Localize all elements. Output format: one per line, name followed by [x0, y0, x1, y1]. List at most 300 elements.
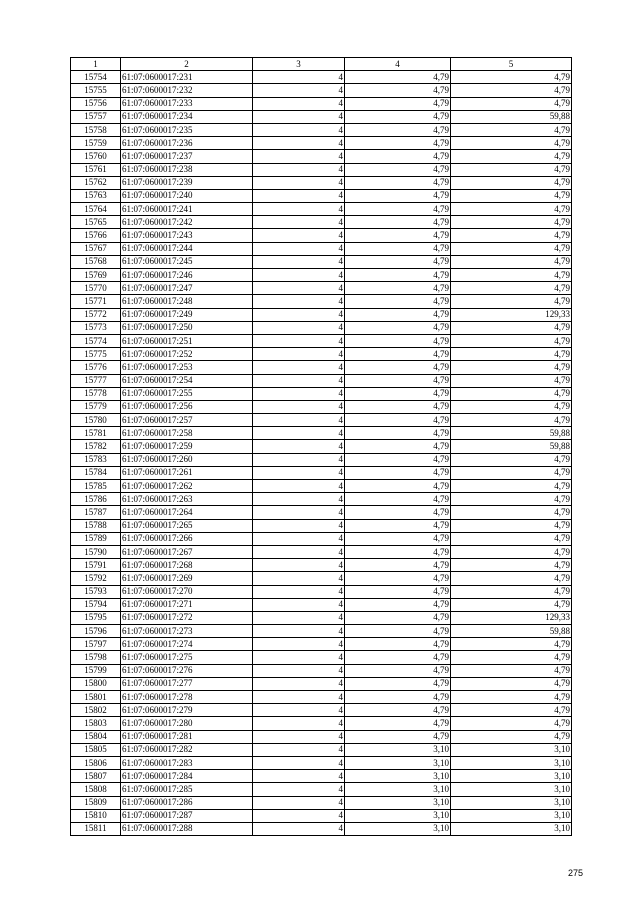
value-cell-4: 4,79 — [345, 176, 451, 189]
value-cell-4: 4,79 — [345, 295, 451, 308]
value-cell-4: 4,79 — [345, 334, 451, 347]
value-cell-4: 4,79 — [345, 493, 451, 506]
table-row — [71, 493, 572, 506]
table-row — [71, 163, 572, 176]
table-row — [71, 519, 572, 532]
row-number-cell: 15765 — [71, 216, 121, 229]
header-row — [71, 58, 572, 71]
value-cell-3: 4 — [253, 506, 345, 519]
cadastral-number-cell: 61:07:0600017:235 — [121, 123, 253, 136]
row-number-cell: 15807 — [71, 770, 121, 783]
value-cell-5: 4,79 — [451, 123, 572, 136]
column-header-1: 1 — [71, 58, 121, 71]
row-number-cell: 15804 — [71, 730, 121, 743]
row-number-cell: 15781 — [71, 427, 121, 440]
value-cell-5: 4,79 — [451, 163, 572, 176]
table-row — [71, 440, 572, 453]
value-cell-4: 4,79 — [345, 545, 451, 558]
row-number-cell: 15768 — [71, 255, 121, 268]
value-cell-4: 4,79 — [345, 519, 451, 532]
cadastral-number-cell: 61:07:0600017:279 — [121, 704, 253, 717]
cadastral-number-cell: 61:07:0600017:270 — [121, 585, 253, 598]
value-cell-4: 4,79 — [345, 414, 451, 427]
table-row — [71, 822, 572, 835]
value-cell-4: 3,10 — [345, 756, 451, 769]
table-row — [71, 585, 572, 598]
value-cell-4: 4,79 — [345, 163, 451, 176]
value-cell-5: 4,79 — [451, 295, 572, 308]
value-cell-5: 59,88 — [451, 440, 572, 453]
cadastral-number-cell: 61:07:0600017:278 — [121, 691, 253, 704]
value-cell-5: 4,79 — [451, 466, 572, 479]
cadastral-number-cell: 61:07:0600017:272 — [121, 611, 253, 624]
table-row — [71, 242, 572, 255]
value-cell-5: 4,79 — [451, 545, 572, 558]
cadastral-number-cell: 61:07:0600017:250 — [121, 321, 253, 334]
row-number-cell: 15803 — [71, 717, 121, 730]
value-cell-5: 4,79 — [451, 348, 572, 361]
value-cell-4: 4,79 — [345, 123, 451, 136]
row-number-cell: 15770 — [71, 282, 121, 295]
cadastral-number-cell: 61:07:0600017:285 — [121, 783, 253, 796]
value-cell-3: 4 — [253, 743, 345, 756]
value-cell-3: 4 — [253, 334, 345, 347]
row-number-cell: 15775 — [71, 348, 121, 361]
row-number-cell: 15762 — [71, 176, 121, 189]
value-cell-5: 4,79 — [451, 704, 572, 717]
cadastral-number-cell: 61:07:0600017:258 — [121, 427, 253, 440]
cadastral-number-cell: 61:07:0600017:239 — [121, 176, 253, 189]
value-cell-3: 4 — [253, 691, 345, 704]
table-row — [71, 770, 572, 783]
value-cell-3: 4 — [253, 137, 345, 150]
cadastral-number-cell: 61:07:0600017:255 — [121, 387, 253, 400]
cadastral-number-cell: 61:07:0600017:282 — [121, 743, 253, 756]
table-row — [71, 348, 572, 361]
row-number-cell: 15772 — [71, 308, 121, 321]
row-number-cell: 15791 — [71, 559, 121, 572]
row-number-cell: 15779 — [71, 400, 121, 413]
value-cell-4: 4,79 — [345, 611, 451, 624]
row-number-cell: 15802 — [71, 704, 121, 717]
value-cell-3: 4 — [253, 638, 345, 651]
row-number-cell: 15754 — [71, 71, 121, 84]
value-cell-4: 4,79 — [345, 453, 451, 466]
table-row — [71, 466, 572, 479]
value-cell-3: 4 — [253, 756, 345, 769]
value-cell-4: 4,79 — [345, 321, 451, 334]
value-cell-3: 4 — [253, 730, 345, 743]
value-cell-3: 4 — [253, 796, 345, 809]
cadastral-number-cell: 61:07:0600017:238 — [121, 163, 253, 176]
row-number-cell: 15805 — [71, 743, 121, 756]
value-cell-4: 4,79 — [345, 625, 451, 638]
row-number-cell: 15800 — [71, 677, 121, 690]
value-cell-4: 4,79 — [345, 559, 451, 572]
value-cell-3: 4 — [253, 519, 345, 532]
value-cell-5: 4,79 — [451, 598, 572, 611]
cadastral-number-cell: 61:07:0600017:286 — [121, 796, 253, 809]
value-cell-4: 3,10 — [345, 822, 451, 835]
value-cell-4: 4,79 — [345, 677, 451, 690]
table-row — [71, 321, 572, 334]
value-cell-3: 4 — [253, 677, 345, 690]
value-cell-3: 4 — [253, 269, 345, 282]
row-number-cell: 15795 — [71, 611, 121, 624]
table-row — [71, 374, 572, 387]
value-cell-5: 4,79 — [451, 532, 572, 545]
value-cell-4: 4,79 — [345, 400, 451, 413]
cadastral-number-cell: 61:07:0600017:252 — [121, 348, 253, 361]
value-cell-4: 4,79 — [345, 427, 451, 440]
value-cell-3: 4 — [253, 493, 345, 506]
cadastral-number-cell: 61:07:0600017:276 — [121, 664, 253, 677]
table-row — [71, 308, 572, 321]
cadastral-number-cell: 61:07:0600017:267 — [121, 545, 253, 558]
value-cell-4: 4,79 — [345, 71, 451, 84]
value-cell-5: 3,10 — [451, 743, 572, 756]
table-row — [71, 559, 572, 572]
table-row — [71, 756, 572, 769]
cadastral-number-cell: 61:07:0600017:251 — [121, 334, 253, 347]
value-cell-3: 4 — [253, 242, 345, 255]
table-row — [71, 427, 572, 440]
value-cell-5: 4,79 — [451, 334, 572, 347]
value-cell-3: 4 — [253, 84, 345, 97]
table-row — [71, 598, 572, 611]
value-cell-3: 4 — [253, 783, 345, 796]
value-cell-5: 129,33 — [451, 308, 572, 321]
row-number-cell: 15783 — [71, 453, 121, 466]
row-number-cell: 15759 — [71, 137, 121, 150]
value-cell-5: 4,79 — [451, 150, 572, 163]
row-number-cell: 15780 — [71, 414, 121, 427]
table-row — [71, 282, 572, 295]
value-cell-5: 4,79 — [451, 229, 572, 242]
table-row — [71, 743, 572, 756]
cadastral-number-cell: 61:07:0600017:256 — [121, 400, 253, 413]
row-number-cell: 15784 — [71, 466, 121, 479]
value-cell-5: 4,79 — [451, 559, 572, 572]
table-row — [71, 730, 572, 743]
table-row — [71, 84, 572, 97]
row-number-cell: 15755 — [71, 84, 121, 97]
value-cell-5: 4,79 — [451, 361, 572, 374]
value-cell-4: 4,79 — [345, 717, 451, 730]
value-cell-5: 4,79 — [451, 71, 572, 84]
value-cell-3: 4 — [253, 585, 345, 598]
table-row — [71, 704, 572, 717]
cadastral-number-cell: 61:07:0600017:284 — [121, 770, 253, 783]
row-number-cell: 15763 — [71, 189, 121, 202]
value-cell-4: 4,79 — [345, 664, 451, 677]
row-number-cell: 15797 — [71, 638, 121, 651]
table-body — [71, 71, 572, 836]
value-cell-5: 4,79 — [451, 638, 572, 651]
value-cell-5: 4,79 — [451, 493, 572, 506]
cadastral-number-cell: 61:07:0600017:273 — [121, 625, 253, 638]
row-number-cell: 15810 — [71, 809, 121, 822]
cadastral-number-cell: 61:07:0600017:240 — [121, 189, 253, 202]
value-cell-4: 4,79 — [345, 691, 451, 704]
table-row — [71, 97, 572, 110]
value-cell-3: 4 — [253, 176, 345, 189]
table-row — [71, 150, 572, 163]
cadastral-number-cell: 61:07:0600017:287 — [121, 809, 253, 822]
value-cell-3: 4 — [253, 480, 345, 493]
table-row — [71, 123, 572, 136]
value-cell-5: 4,79 — [451, 189, 572, 202]
value-cell-5: 4,79 — [451, 480, 572, 493]
table-row — [71, 545, 572, 558]
value-cell-4: 4,79 — [345, 730, 451, 743]
value-cell-5: 4,79 — [451, 453, 572, 466]
value-cell-4: 4,79 — [345, 203, 451, 216]
value-cell-4: 4,79 — [345, 282, 451, 295]
value-cell-4: 3,10 — [345, 796, 451, 809]
value-cell-3: 4 — [253, 387, 345, 400]
value-cell-5: 129,33 — [451, 611, 572, 624]
value-cell-3: 4 — [253, 295, 345, 308]
value-cell-3: 4 — [253, 822, 345, 835]
value-cell-5: 59,88 — [451, 110, 572, 123]
row-number-cell: 15782 — [71, 440, 121, 453]
table-row — [71, 506, 572, 519]
table-row — [71, 71, 572, 84]
row-number-cell: 15790 — [71, 545, 121, 558]
cadastral-number-cell: 61:07:0600017:264 — [121, 506, 253, 519]
cadastral-number-cell: 61:07:0600017:231 — [121, 71, 253, 84]
value-cell-5: 59,88 — [451, 427, 572, 440]
row-number-cell: 15764 — [71, 203, 121, 216]
value-cell-3: 4 — [253, 71, 345, 84]
value-cell-5: 4,79 — [451, 585, 572, 598]
cadastral-number-cell: 61:07:0600017:237 — [121, 150, 253, 163]
value-cell-3: 4 — [253, 453, 345, 466]
value-cell-4: 4,79 — [345, 480, 451, 493]
value-cell-4: 4,79 — [345, 572, 451, 585]
table-row — [71, 664, 572, 677]
cadastral-number-cell: 61:07:0600017:269 — [121, 572, 253, 585]
table-row — [71, 691, 572, 704]
row-number-cell: 15788 — [71, 519, 121, 532]
value-cell-5: 4,79 — [451, 374, 572, 387]
value-cell-4: 4,79 — [345, 269, 451, 282]
cadastral-number-cell: 61:07:0600017:271 — [121, 598, 253, 611]
row-number-cell: 15798 — [71, 651, 121, 664]
value-cell-5: 4,79 — [451, 717, 572, 730]
row-number-cell: 15792 — [71, 572, 121, 585]
value-cell-5: 59,88 — [451, 625, 572, 638]
value-cell-4: 4,79 — [345, 506, 451, 519]
value-cell-4: 3,10 — [345, 809, 451, 822]
row-number-cell: 15771 — [71, 295, 121, 308]
cadastral-number-cell: 61:07:0600017:244 — [121, 242, 253, 255]
table-row — [71, 717, 572, 730]
data-table — [70, 57, 572, 836]
cadastral-number-cell: 61:07:0600017:266 — [121, 532, 253, 545]
cadastral-number-cell: 61:07:0600017:262 — [121, 480, 253, 493]
column-header-5: 5 — [451, 58, 572, 71]
value-cell-3: 4 — [253, 559, 345, 572]
table-row — [71, 480, 572, 493]
value-cell-3: 4 — [253, 414, 345, 427]
row-number-cell: 15767 — [71, 242, 121, 255]
value-cell-3: 4 — [253, 625, 345, 638]
value-cell-4: 3,10 — [345, 743, 451, 756]
cadastral-number-cell: 61:07:0600017:260 — [121, 453, 253, 466]
row-number-cell: 15776 — [71, 361, 121, 374]
value-cell-4: 4,79 — [345, 189, 451, 202]
cadastral-number-cell: 61:07:0600017:288 — [121, 822, 253, 835]
value-cell-3: 4 — [253, 809, 345, 822]
value-cell-3: 4 — [253, 545, 345, 558]
value-cell-4: 3,10 — [345, 783, 451, 796]
value-cell-4: 4,79 — [345, 598, 451, 611]
cadastral-number-cell: 61:07:0600017:249 — [121, 308, 253, 321]
value-cell-5: 4,79 — [451, 677, 572, 690]
cadastral-number-cell: 61:07:0600017:274 — [121, 638, 253, 651]
cadastral-number-cell: 61:07:0600017:246 — [121, 269, 253, 282]
table-row — [71, 809, 572, 822]
row-number-cell: 15786 — [71, 493, 121, 506]
value-cell-3: 4 — [253, 572, 345, 585]
column-header-4: 4 — [345, 58, 451, 71]
value-cell-3: 4 — [253, 466, 345, 479]
value-cell-5: 4,79 — [451, 97, 572, 110]
value-cell-3: 4 — [253, 163, 345, 176]
value-cell-3: 4 — [253, 229, 345, 242]
value-cell-5: 4,79 — [451, 664, 572, 677]
table-row — [71, 334, 572, 347]
value-cell-4: 4,79 — [345, 361, 451, 374]
value-cell-4: 4,79 — [345, 466, 451, 479]
value-cell-4: 4,79 — [345, 110, 451, 123]
row-number-cell: 15787 — [71, 506, 121, 519]
table-row — [71, 269, 572, 282]
row-number-cell: 15761 — [71, 163, 121, 176]
value-cell-5: 4,79 — [451, 269, 572, 282]
value-cell-4: 4,79 — [345, 387, 451, 400]
value-cell-5: 4,79 — [451, 176, 572, 189]
cadastral-number-cell: 61:07:0600017:254 — [121, 374, 253, 387]
value-cell-5: 4,79 — [451, 203, 572, 216]
column-header-3: 3 — [253, 58, 345, 71]
row-number-cell: 15756 — [71, 97, 121, 110]
table-row — [71, 387, 572, 400]
table-row — [71, 137, 572, 150]
table-row — [71, 532, 572, 545]
row-number-cell: 15769 — [71, 269, 121, 282]
value-cell-5: 4,79 — [451, 387, 572, 400]
value-cell-5: 4,79 — [451, 282, 572, 295]
table-row — [71, 414, 572, 427]
table-row — [71, 611, 572, 624]
value-cell-4: 4,79 — [345, 216, 451, 229]
value-cell-3: 4 — [253, 427, 345, 440]
value-cell-4: 4,79 — [345, 150, 451, 163]
row-number-cell: 15774 — [71, 334, 121, 347]
table-row — [71, 625, 572, 638]
value-cell-3: 4 — [253, 611, 345, 624]
table-row — [71, 572, 572, 585]
value-cell-5: 4,79 — [451, 572, 572, 585]
row-number-cell: 15773 — [71, 321, 121, 334]
value-cell-5: 4,79 — [451, 321, 572, 334]
cadastral-number-cell: 61:07:0600017:234 — [121, 110, 253, 123]
row-number-cell: 15809 — [71, 796, 121, 809]
value-cell-3: 4 — [253, 532, 345, 545]
value-cell-3: 4 — [253, 400, 345, 413]
value-cell-4: 4,79 — [345, 242, 451, 255]
value-cell-5: 4,79 — [451, 651, 572, 664]
table-row — [71, 255, 572, 268]
page-number: 275 — [567, 868, 583, 878]
value-cell-3: 4 — [253, 216, 345, 229]
row-number-cell: 15794 — [71, 598, 121, 611]
cadastral-number-cell: 61:07:0600017:243 — [121, 229, 253, 242]
table-row — [71, 400, 572, 413]
value-cell-4: 3,10 — [345, 770, 451, 783]
value-cell-4: 4,79 — [345, 348, 451, 361]
cadastral-number-cell: 61:07:0600017:281 — [121, 730, 253, 743]
value-cell-3: 4 — [253, 374, 345, 387]
row-number-cell: 15757 — [71, 110, 121, 123]
row-number-cell: 15789 — [71, 532, 121, 545]
table-row — [71, 453, 572, 466]
value-cell-3: 4 — [253, 110, 345, 123]
cadastral-number-cell: 61:07:0600017:233 — [121, 97, 253, 110]
value-cell-3: 4 — [253, 123, 345, 136]
value-cell-4: 4,79 — [345, 229, 451, 242]
table-row — [71, 651, 572, 664]
value-cell-4: 4,79 — [345, 374, 451, 387]
value-cell-3: 4 — [253, 598, 345, 611]
value-cell-5: 4,79 — [451, 506, 572, 519]
value-cell-5: 3,10 — [451, 809, 572, 822]
row-number-cell: 15808 — [71, 783, 121, 796]
value-cell-5: 4,79 — [451, 400, 572, 413]
table-row — [71, 110, 572, 123]
value-cell-3: 4 — [253, 97, 345, 110]
cadastral-number-cell: 61:07:0600017:245 — [121, 255, 253, 268]
cadastral-number-cell: 61:07:0600017:248 — [121, 295, 253, 308]
cadastral-number-cell: 61:07:0600017:275 — [121, 651, 253, 664]
row-number-cell: 15760 — [71, 150, 121, 163]
value-cell-5: 4,79 — [451, 691, 572, 704]
row-number-cell: 15806 — [71, 756, 121, 769]
value-cell-5: 3,10 — [451, 822, 572, 835]
value-cell-4: 4,79 — [345, 84, 451, 97]
value-cell-5: 4,79 — [451, 414, 572, 427]
table-row — [71, 783, 572, 796]
value-cell-3: 4 — [253, 255, 345, 268]
cadastral-number-cell: 61:07:0600017:259 — [121, 440, 253, 453]
value-cell-5: 4,79 — [451, 84, 572, 97]
table-row — [71, 361, 572, 374]
value-cell-3: 4 — [253, 704, 345, 717]
cadastral-number-cell: 61:07:0600017:232 — [121, 84, 253, 97]
value-cell-3: 4 — [253, 321, 345, 334]
value-cell-4: 4,79 — [345, 97, 451, 110]
value-cell-4: 4,79 — [345, 651, 451, 664]
row-number-cell: 15766 — [71, 229, 121, 242]
value-cell-4: 4,79 — [345, 585, 451, 598]
column-header-2: 2 — [121, 58, 253, 71]
cadastral-number-cell: 61:07:0600017:263 — [121, 493, 253, 506]
value-cell-5: 4,79 — [451, 242, 572, 255]
value-cell-4: 4,79 — [345, 638, 451, 651]
